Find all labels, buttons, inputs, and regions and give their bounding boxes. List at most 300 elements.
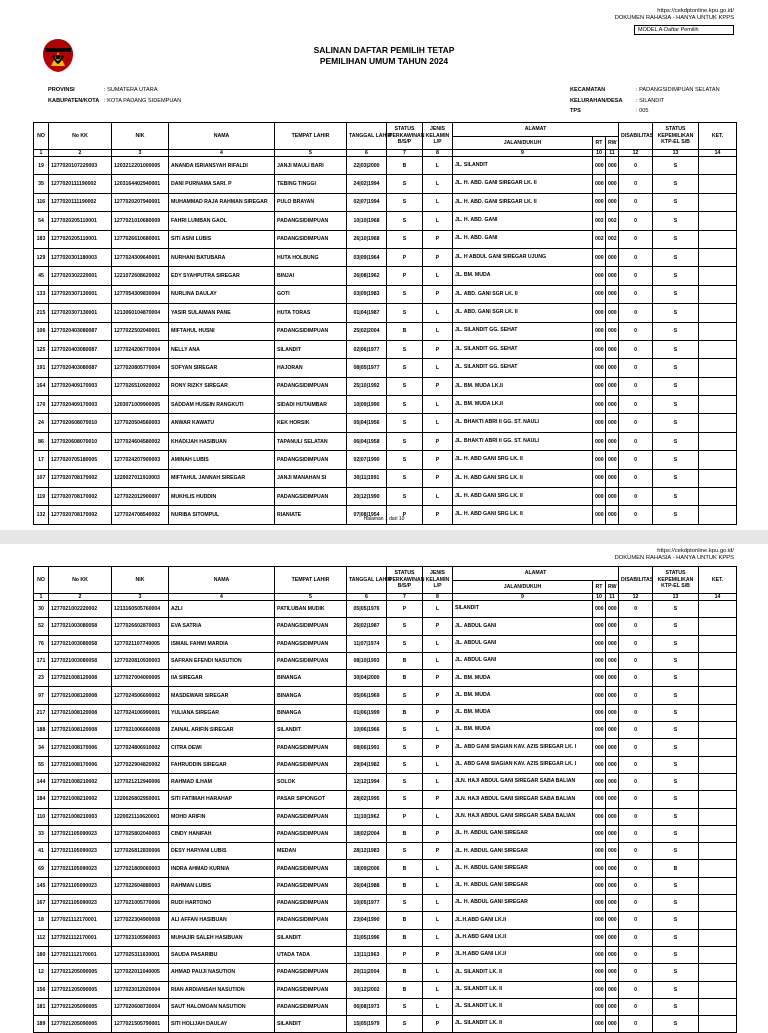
col-no-kk: No KK <box>49 123 112 150</box>
cell-rt: 000 <box>593 432 606 450</box>
cell-no: 12 <box>34 964 49 981</box>
cell-ktp-el: S <box>653 981 699 998</box>
cell-no: 18 <box>34 912 49 929</box>
cell-nama: CINDY HANIFAH <box>169 825 275 842</box>
cell-status-perkawinan: B <box>387 860 423 877</box>
cell-tempat-lahir: PADANGSIDIMPUAN <box>275 998 347 1015</box>
col-ket: KET. <box>699 123 737 150</box>
cell-tempat-lahir: BINANGA <box>275 670 347 687</box>
cell-disabilitas: 0 <box>619 843 653 860</box>
cell-no: 110 <box>34 808 49 825</box>
cell-jenis-kelamin: L <box>423 157 453 175</box>
cell-rt: 000 <box>593 618 606 635</box>
cell-no-kk: 1277021112170001 <box>49 929 112 946</box>
cell-rw: 000 <box>606 739 619 756</box>
cell-no-kk: 1277021105090023 <box>49 877 112 894</box>
cell-rw: 000 <box>606 998 619 1015</box>
cell-tanggal-lahir: 10|06|1966 <box>347 722 387 739</box>
cell-ket <box>699 359 737 377</box>
voter-table-page-2 <box>33 566 737 1033</box>
cell-jenis-kelamin: P <box>423 704 453 721</box>
col-number: 6 <box>347 594 387 601</box>
cell-jalan: JL. H. ABDUL GANI SIREGAR <box>453 895 593 912</box>
cell-nama: DESY HARYANI LUBIS <box>169 843 275 860</box>
cell-status-perkawinan: S <box>387 722 423 739</box>
cell-tanggal-lahir: 15|05|1979 <box>347 1016 387 1033</box>
cell-jalan: JL. SILANDIT LK. II <box>453 964 593 981</box>
cell-ket <box>699 946 737 963</box>
cell-nama: SITI ASNI LUBIS <box>169 230 275 248</box>
cell-jalan: JL. BM. MUDA <box>453 722 593 739</box>
cell-rw: 000 <box>606 248 619 266</box>
cell-ktp-el: S <box>653 895 699 912</box>
col-number: 14 <box>699 150 737 157</box>
cell-nama: SOFYAN SIREGAR <box>169 359 275 377</box>
cell-disabilitas: 0 <box>619 895 653 912</box>
cell-tanggal-lahir: 10|09|1990 <box>347 396 387 414</box>
cell-jenis-kelamin: P <box>423 618 453 635</box>
cell-ktp-el: S <box>653 340 699 358</box>
cell-tempat-lahir: PADANGSIDIMPUAN <box>275 451 347 469</box>
cell-ktp-el: S <box>653 304 699 322</box>
cell-jalan: JLN. HAJI ABDUL GANI SIREGAR SABA BALIAN <box>453 773 593 790</box>
cell-ktp-el: S <box>653 506 699 524</box>
cell-tempat-lahir: SILANDIT <box>275 929 347 946</box>
cell-disabilitas: 0 <box>619 359 653 377</box>
cell-rw: 000 <box>606 670 619 687</box>
confidential-note: DOKUMEN RAHASIA - HANYA UNTUK KPPS <box>614 15 734 21</box>
table-row <box>34 652 737 669</box>
table-row <box>34 912 737 929</box>
table-row <box>34 791 737 808</box>
cell-status-perkawinan: S <box>387 773 423 790</box>
cell-ktp-el: S <box>653 722 699 739</box>
cell-tempat-lahir: PATILUBAN MUDIK <box>275 601 347 618</box>
cell-disabilitas: 0 <box>619 739 653 756</box>
col-number: 3 <box>112 150 169 157</box>
cell-no: 133 <box>34 285 49 303</box>
cell-rw: 000 <box>606 652 619 669</box>
col-ktp-el: STATUS KEPEMILIKAN KTP-EL S/B <box>653 123 699 150</box>
cell-nik: 1277025311630001 <box>112 946 169 963</box>
cell-rw: 000 <box>606 808 619 825</box>
cell-rt: 000 <box>593 981 606 998</box>
cell-tanggal-lahir: 03|09|1983 <box>347 285 387 303</box>
cell-nama: NELLY ANA <box>169 340 275 358</box>
cell-nik: 1277021006660008 <box>112 722 169 739</box>
cell-jenis-kelamin: P <box>423 825 453 842</box>
cell-no-kk: 1277021008120008 <box>49 722 112 739</box>
cell-jenis-kelamin: L <box>423 601 453 618</box>
cell-status-perkawinan: S <box>387 843 423 860</box>
cell-no: 189 <box>34 1016 49 1033</box>
cell-nik: 1277021010680009 <box>112 212 169 230</box>
cell-ket <box>699 175 737 193</box>
cell-ktp-el: S <box>653 618 699 635</box>
cell-tanggal-lahir: 07|08|1954 <box>347 506 387 524</box>
cell-tanggal-lahir: 08|05|1977 <box>347 359 387 377</box>
cell-status-perkawinan: S <box>387 1016 423 1033</box>
col-no: NO <box>34 567 49 594</box>
col-nama: NAMA <box>169 123 275 150</box>
cell-ket <box>699 377 737 395</box>
cell-nama: FAHRI LUMBAN GAOL <box>169 212 275 230</box>
table-row <box>34 704 737 721</box>
table-row <box>34 157 737 175</box>
cell-ktp-el: S <box>653 285 699 303</box>
table-row <box>34 895 737 912</box>
cell-status-perkawinan: S <box>387 618 423 635</box>
cell-tempat-lahir: HUTA HOLBUNG <box>275 248 347 266</box>
cell-disabilitas: 0 <box>619 773 653 790</box>
cell-jalan: JL. ABD. GANI SGR LK. II <box>453 304 593 322</box>
cell-status-perkawinan: S <box>387 396 423 414</box>
cell-tempat-lahir: BINJAI <box>275 267 347 285</box>
cell-rw: 000 <box>606 964 619 981</box>
cell-ket <box>699 157 737 175</box>
cell-no-kk: 1277021008210002 <box>49 773 112 790</box>
cell-status-perkawinan: S <box>387 175 423 193</box>
col-number: 4 <box>169 150 275 157</box>
cell-status-perkawinan: P <box>387 601 423 618</box>
cell-ket <box>699 193 737 211</box>
table-row <box>34 230 737 248</box>
cell-no: 129 <box>34 248 49 266</box>
cell-disabilitas: 0 <box>619 414 653 432</box>
cell-rt: 000 <box>593 877 606 894</box>
cell-ktp-el: S <box>653 322 699 340</box>
cell-disabilitas: 0 <box>619 981 653 998</box>
cell-nik: 1277026602870003 <box>112 618 169 635</box>
cell-disabilitas: 0 <box>619 946 653 963</box>
cell-tempat-lahir: PULO BRAYAN <box>275 193 347 211</box>
cell-disabilitas: 0 <box>619 267 653 285</box>
cell-no-kk: 1277020107220003 <box>49 157 112 175</box>
cell-nama: RAHMAD ILHAM <box>169 773 275 790</box>
cell-jalan: JL. SILANDIT LK. II <box>453 981 593 998</box>
cell-no: 97 <box>34 687 49 704</box>
cell-nik: 1277026812830006 <box>112 843 169 860</box>
cell-jenis-kelamin: P <box>423 687 453 704</box>
table-row <box>34 432 737 450</box>
table-row <box>34 929 737 946</box>
cell-no: 54 <box>34 212 49 230</box>
cell-nik: 1220021110620001 <box>112 808 169 825</box>
cell-nama: ISMAIL FAHMI MARDIA <box>169 635 275 652</box>
cell-tempat-lahir: PADANGSIDIMPUAN <box>275 618 347 635</box>
cell-nama: YASIR SULAIMAN PANE <box>169 304 275 322</box>
cell-rw: 000 <box>606 635 619 652</box>
provinsi-label: PROVINSI <box>48 87 75 93</box>
cell-no-kk: 1277020708170002 <box>49 506 112 524</box>
cell-no: 188 <box>34 722 49 739</box>
cell-jenis-kelamin: P <box>423 432 453 450</box>
title-line-1: SALINAN DAFTAR PEMILIH TETAP <box>313 45 455 55</box>
cell-nik: 1203212201000005 <box>112 157 169 175</box>
cell-jalan: JL. SILANDIT GG. SEHAT <box>453 322 593 340</box>
cell-nik: 1277022304900008 <box>112 912 169 929</box>
cell-disabilitas: 0 <box>619 157 653 175</box>
cell-tempat-lahir: HAJORAN <box>275 359 347 377</box>
cell-no: 119 <box>34 488 49 506</box>
cell-rt: 000 <box>593 704 606 721</box>
cell-jenis-kelamin: L <box>423 756 453 773</box>
cell-nik: 1277026610680001 <box>112 230 169 248</box>
cell-jenis-kelamin: L <box>423 193 453 211</box>
table-row <box>34 964 737 981</box>
cell-ktp-el: S <box>653 267 699 285</box>
cell-no: 132 <box>34 506 49 524</box>
cell-tempat-lahir: SILANDIT <box>275 340 347 358</box>
cell-jalan: JL. ABDUL GANI <box>453 635 593 652</box>
cell-disabilitas: 0 <box>619 469 653 487</box>
table-row <box>34 739 737 756</box>
cell-disabilitas: 0 <box>619 506 653 524</box>
cell-tanggal-lahir: 20|12|1990 <box>347 488 387 506</box>
col-disabilitas: DISABILITAS <box>619 567 653 594</box>
cell-nama: MASDEWARI SIREGAR <box>169 687 275 704</box>
cell-ktp-el: S <box>653 230 699 248</box>
cell-jenis-kelamin: P <box>423 739 453 756</box>
table-row <box>34 998 737 1015</box>
table-row <box>34 981 737 998</box>
cell-nik: 1277021809060003 <box>112 860 169 877</box>
col-status-perkawinan: STATUS PERKAWINAN B/S/P <box>387 123 423 150</box>
cell-ktp-el: S <box>653 704 699 721</box>
cell-status-perkawinan: B <box>387 825 423 842</box>
kabkota-value: : KOTA PADANG SIDEMPUAN <box>104 97 182 104</box>
cell-ktp-el: S <box>653 432 699 450</box>
cell-rt: 000 <box>593 791 606 808</box>
cell-status-perkawinan: P <box>387 808 423 825</box>
cell-ket <box>699 825 737 842</box>
col-no: NO <box>34 123 49 150</box>
cell-nama: NURLINA DAULAY <box>169 285 275 303</box>
cell-rw: 000 <box>606 946 619 963</box>
cell-nik: 1277021107740005 <box>112 635 169 652</box>
cell-status-perkawinan: S <box>387 230 423 248</box>
cell-ktp-el: S <box>653 877 699 894</box>
cell-ktp-el: S <box>653 912 699 929</box>
cell-nama: NURIBA SITOMPUL <box>169 506 275 524</box>
cell-nik: 1277024806910002 <box>112 739 169 756</box>
cell-ktp-el: S <box>653 946 699 963</box>
table-row <box>34 377 737 395</box>
cell-tanggal-lahir: 11|07|1974 <box>347 635 387 652</box>
cell-nik: 1203164402940001 <box>112 175 169 193</box>
cell-nama: SAUT HALOMOAN NASUTION <box>169 998 275 1015</box>
cell-disabilitas: 0 <box>619 618 653 635</box>
cell-ket <box>699 340 737 358</box>
cell-status-perkawinan: S <box>387 791 423 808</box>
cell-rt: 000 <box>593 175 606 193</box>
cell-rt: 000 <box>593 808 606 825</box>
cell-tempat-lahir: PADANGSIDIMPUAN <box>275 808 347 825</box>
cell-ket <box>699 635 737 652</box>
cell-rw: 000 <box>606 1016 619 1033</box>
cell-ktp-el: S <box>653 396 699 414</box>
cell-jenis-kelamin: L <box>423 773 453 790</box>
cell-nik: 1277021505790001 <box>112 1016 169 1033</box>
cell-ket <box>699 414 737 432</box>
cell-nik: 1277024708540002 <box>112 506 169 524</box>
cell-status-perkawinan: S <box>387 377 423 395</box>
cell-ktp-el: S <box>653 248 699 266</box>
cell-nama: SAUDA PASARIBU <box>169 946 275 963</box>
cell-rw: 000 <box>606 304 619 322</box>
kabkota-label: KABUPATEN/KOTA <box>48 97 100 104</box>
cell-rw: 000 <box>606 929 619 946</box>
cell-no: 217 <box>34 704 49 721</box>
voter-table-page-1 <box>33 122 737 525</box>
cell-status-perkawinan: S <box>387 469 423 487</box>
cell-rw: 000 <box>606 791 619 808</box>
col-number: 13 <box>653 150 699 157</box>
cell-no: 41 <box>34 843 49 860</box>
col-rw: RW <box>606 136 619 150</box>
cell-rt: 000 <box>593 860 606 877</box>
cell-rw: 000 <box>606 359 619 377</box>
cell-nik: 1221072608620002 <box>112 267 169 285</box>
page-url: https://cekdptonline.kpu.go.id/ <box>657 8 734 14</box>
cell-tempat-lahir: PADANGSIDIMPUAN <box>275 912 347 929</box>
cell-rw: 000 <box>606 877 619 894</box>
cell-tanggal-lahir: 10|10|1968 <box>347 212 387 230</box>
col-jalan: JALAN/DUKUH <box>453 580 593 594</box>
cell-jenis-kelamin: L <box>423 860 453 877</box>
cell-rw: 000 <box>606 895 619 912</box>
cell-no-kk: 1277020111190002 <box>49 193 112 211</box>
kelurahan-value: : SILANDIT <box>636 97 665 104</box>
cell-jenis-kelamin: L <box>423 488 453 506</box>
cell-jenis-kelamin: L <box>423 212 453 230</box>
col-rw: RW <box>606 580 619 594</box>
cell-rt: 000 <box>593 964 606 981</box>
table-row <box>34 722 737 739</box>
cell-rt: 000 <box>593 1016 606 1033</box>
cell-nama: SITI HOLIJAH DAULAY <box>169 1016 275 1033</box>
kelurahan-label: KELURAHAN/DESA <box>570 97 623 104</box>
col-number: 7 <box>387 594 423 601</box>
cell-disabilitas: 0 <box>619 929 653 946</box>
voter-rows-page-2 <box>34 601 737 1033</box>
col-number: 10 <box>593 150 606 157</box>
cell-nik: 1277020608730004 <box>112 998 169 1015</box>
cell-ket <box>699 304 737 322</box>
cell-jalan: JL. ABD. GANI SGR LK. II <box>453 285 593 303</box>
cell-nik: 1277026510920002 <box>112 377 169 395</box>
cell-rt: 000 <box>593 193 606 211</box>
table-row <box>34 193 737 211</box>
cell-disabilitas: 0 <box>619 396 653 414</box>
cell-tanggal-lahir: 25|10|1992 <box>347 377 387 395</box>
cell-ket <box>699 285 737 303</box>
cell-no: 144 <box>34 773 49 790</box>
cell-no-kk: 1277020409170003 <box>49 377 112 395</box>
cell-nik: 1277024106990001 <box>112 704 169 721</box>
cell-jalan: JL. BM. MUDA LK.II <box>453 396 593 414</box>
table-row <box>34 304 737 322</box>
col-alamat: ALAMAT <box>453 123 619 137</box>
cell-tempat-lahir: UTADA TADA <box>275 946 347 963</box>
cell-ket <box>699 451 737 469</box>
cell-disabilitas: 0 <box>619 825 653 842</box>
cell-status-perkawinan: P <box>387 946 423 963</box>
document-page-2 <box>0 544 768 1028</box>
cell-tempat-lahir: SOLOK <box>275 773 347 790</box>
cell-tanggal-lahir: 29|04|1982 <box>347 756 387 773</box>
cell-tanggal-lahir: 05|06|1969 <box>347 687 387 704</box>
cell-disabilitas: 0 <box>619 304 653 322</box>
cell-tanggal-lahir: 30|12|2002 <box>347 981 387 998</box>
table-row <box>34 212 737 230</box>
cell-no: 69 <box>34 860 49 877</box>
cell-status-perkawinan: S <box>387 285 423 303</box>
cell-ktp-el: S <box>653 756 699 773</box>
cell-tanggal-lahir: 12|12|1994 <box>347 773 387 790</box>
cell-disabilitas: 0 <box>619 175 653 193</box>
table-row <box>34 808 737 825</box>
cell-nama: RIAN ARDIANSAH NASUTION <box>169 981 275 998</box>
cell-jenis-kelamin: L <box>423 175 453 193</box>
cell-jenis-kelamin: L <box>423 808 453 825</box>
cell-no-kk: 1277020205110001 <box>49 212 112 230</box>
cell-tempat-lahir: PADANGSIDIMPUAN <box>275 964 347 981</box>
col-number: 11 <box>606 150 619 157</box>
col-ket: KET. <box>699 567 737 594</box>
cell-jalan: JL. ABD GANI SIAGIAN KAV. AZIS SIREGAR LK. I <box>453 756 593 773</box>
cell-status-perkawinan: P <box>387 267 423 285</box>
cell-no: 170 <box>34 396 49 414</box>
cell-nik: 1277024604580002 <box>112 432 169 450</box>
cell-ket <box>699 912 737 929</box>
cell-tempat-lahir: PADANGSIDIMPUAN <box>275 825 347 842</box>
table-row <box>34 1016 737 1033</box>
cell-nik: 1220026802950001 <box>112 791 169 808</box>
model-label: MODEL A-Daftar Pemilih <box>634 25 734 35</box>
col-number: 9 <box>453 594 593 601</box>
cell-no-kk: 1277021008120008 <box>49 670 112 687</box>
col-number: 5 <box>275 150 347 157</box>
cell-jenis-kelamin: L <box>423 414 453 432</box>
cell-jalan: JL. SILANDIT GG. SEHAT <box>453 359 593 377</box>
cell-rt: 000 <box>593 946 606 963</box>
provinsi-value: : SUMATERA UTARA <box>104 87 158 93</box>
cell-no: 112 <box>34 929 49 946</box>
cell-no-kk: 1277021008170006 <box>49 756 112 773</box>
col-number: 14 <box>699 594 737 601</box>
cell-rw: 000 <box>606 193 619 211</box>
cell-jalan: JL. H. ABD. GANI SIREGAR LK. II <box>453 193 593 211</box>
cell-tanggal-lahir: 25|02|2004 <box>347 322 387 340</box>
cell-no: 76 <box>34 635 49 652</box>
cell-nama: RONY RIZKY SIREGAR <box>169 377 275 395</box>
table-row <box>34 340 737 358</box>
cell-disabilitas: 0 <box>619 704 653 721</box>
cell-nama: KHADIJAH HASIBUAN <box>169 432 275 450</box>
col-number: 12 <box>619 594 653 601</box>
cell-nik: 1277020805770004 <box>112 359 169 377</box>
cell-rt: 000 <box>593 322 606 340</box>
cell-status-perkawinan: S <box>387 359 423 377</box>
cell-jalan: JL. SILANDIT LK. II <box>453 998 593 1015</box>
cell-no-kk: 1277021112170001 <box>49 946 112 963</box>
cell-status-perkawinan: S <box>387 998 423 1015</box>
cell-rt: 000 <box>593 359 606 377</box>
col-nik: NIK <box>112 123 169 150</box>
kecamatan-value: : PADANGSIDIMPUAN SELATAN <box>636 87 720 93</box>
cell-jalan: JL. H. ABD GANI SRG LK. II <box>453 451 593 469</box>
